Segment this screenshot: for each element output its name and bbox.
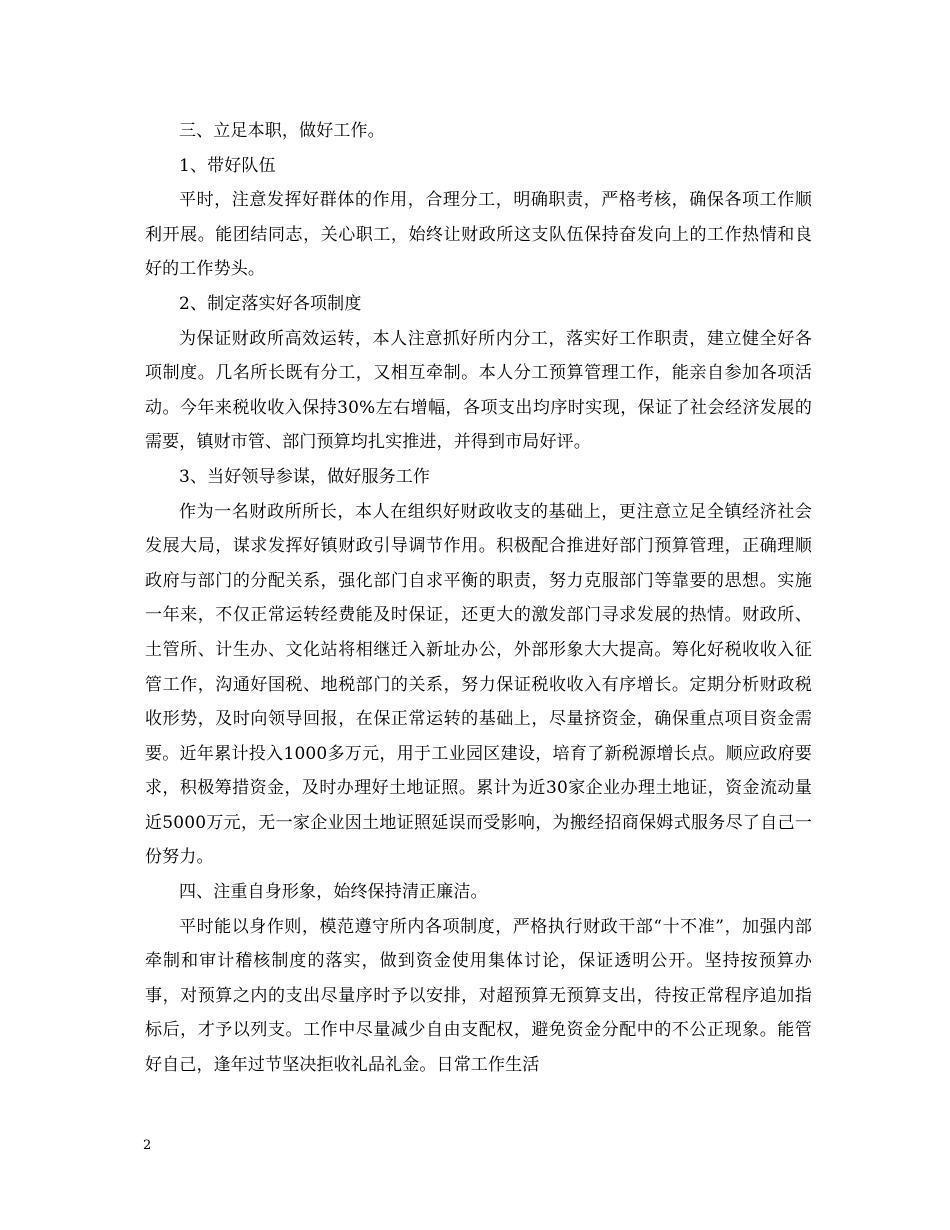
section-heading-3: 三、立足本职，做好工作。 bbox=[179, 121, 385, 141]
document-body bbox=[145, 114, 812, 1083]
paragraph-service: 作为一名财政所所长，本人在组织好财政收支的基础上，更注意立足全镇经济社会发展大局，谋求发挥好镇财政引导调节作用。积极配合推进好部门预算管理，正确理顺政府与部门的分配关系，强化部门自求平衡的职责，努力克服部门等靠要的思想。实施一年来，不仅正常运转经费能及时保证，还更大的激发部门寻求发展的热情。财政所、土管所、计生办、文化站将相继迁入新址办公，外部形象大大提高。筹化好税收收入征管工作，沟通好国税、地税部门的关系，努力保证税收收入有序增长。定期分析财政税收形势，及时向领导回报，在保正常运转的基础上，尽量挤资金，确保重点项目资金需要。近年累计投入1000多万元，用于工业园区建设，培育了新税源增长点。顺应政府要求，积极筹措资金，及时办理好土地证照。累计为近30家企业办理土地证，资金流动量近5000万元，无一家企业因土地证照延误而受影响，为搬经招商保姆式服务尽了自己一份努力。 bbox=[145, 501, 812, 868]
section-heading-4: 四、注重自身形象，始终保持清正廉洁。 bbox=[179, 882, 488, 903]
subheading-1: 1、带好队伍 bbox=[179, 155, 276, 176]
subheading-3: 3、当好领导参谋，做好服务工作 bbox=[179, 466, 431, 487]
page-number: 2 bbox=[143, 1138, 152, 1153]
paragraph-systems: 为保证财政所高效运转，本人注意抓好所内分工，落实好工作职责，建立健全好各项制度。几名所长既有分工，又相互牵制。本人分工预算管理工作，能亲自参加各项活动。今年来税收收入保持30%左右增幅，各项支出均序时实现，保证了社会经济发展的需要，镇财市管、部门预算均扎实推进，并得到市局好评。 bbox=[145, 328, 812, 453]
subheading-2: 2、制定落实好各项制度 bbox=[179, 293, 362, 314]
paragraph-team: 平时，注意发挥好群体的作用，合理分工，明确职责，严格考核，确保各项工作顺利开展。能团结同志，关心职工，始终让财政所这支队伍保持奋发向上的工作热情和良好的工作势头。 bbox=[145, 190, 812, 280]
paragraph-integrity: 平时能以身作则，模范遵守所内各项制度，严格执行财政干部“十不准”，加强内部牵制和审计稽核制度的落实，做到资金使用集体讨论，保证透明公开。坚持按预算办事，对预算之内的支出尽量序时予以安排，对超预算无预算支出，待按正常程序追加指标后，才予以列支。工作中尽量减少自由支配权，避免资金分配中的不公正现象。能管好自己，逢年过节坚决拒收礼品礼金。日常工作生活 bbox=[145, 916, 812, 1076]
